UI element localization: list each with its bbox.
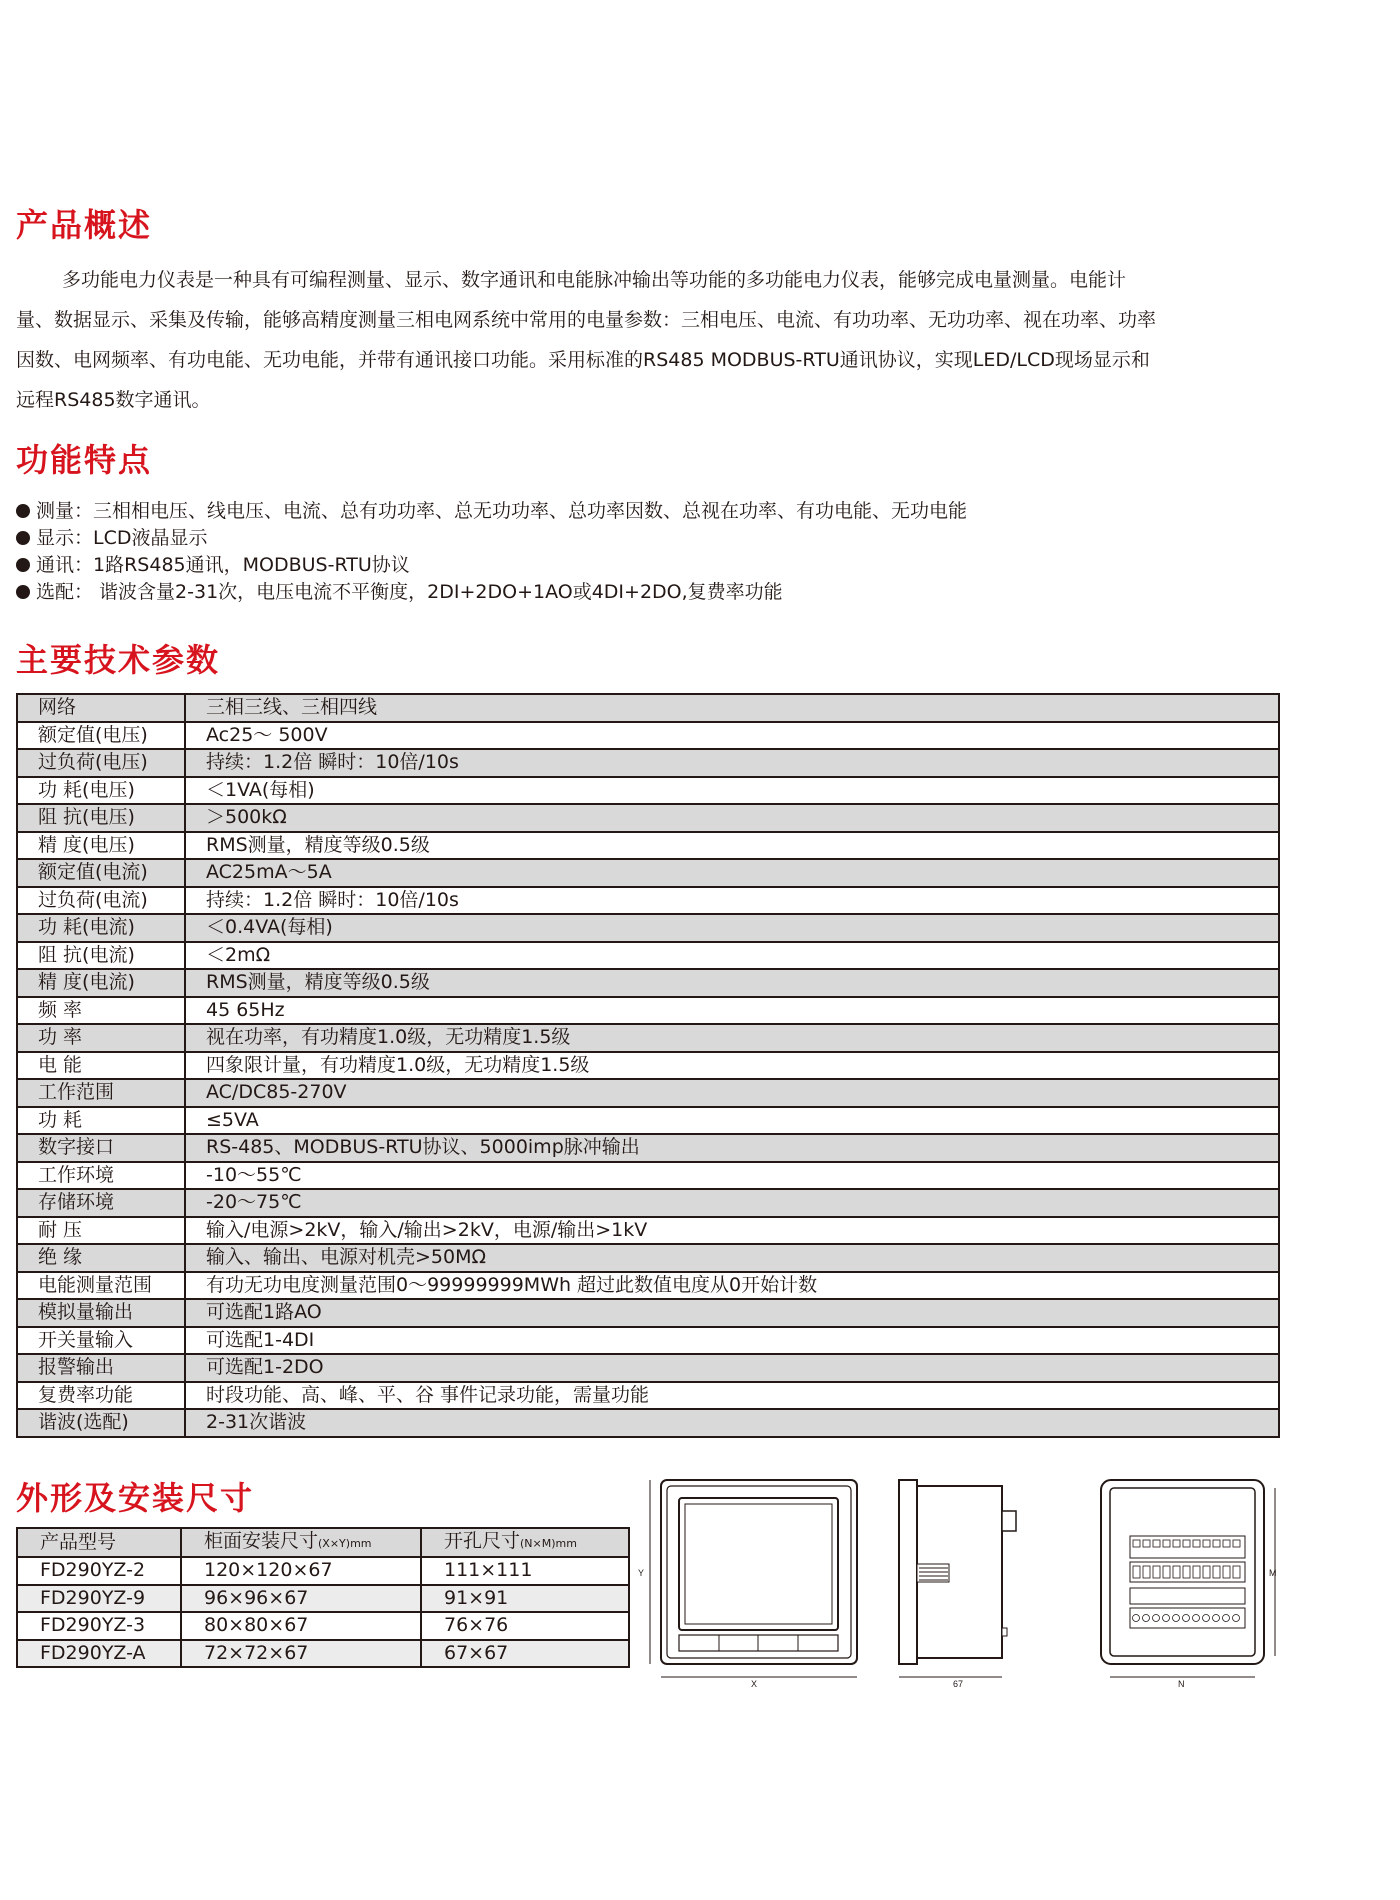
list-item: 测量：三相相电压、线电压、电流、总有功功率、总无功功率、总功率因数、总视在功率、有功电能、无功电能 (16, 498, 967, 525)
table-header-row (17, 1528, 629, 1557)
table-row (17, 997, 1279, 1025)
back-view-diagram (1100, 1478, 1280, 1690)
table-row (17, 1327, 1279, 1355)
spec-key: 数字接口 (17, 1134, 185, 1162)
spec-value: 四象限计量，有功精度1.0级，无功精度1.5级 (185, 1052, 1279, 1080)
spec-key: 存储环境 (17, 1189, 185, 1217)
model-cell: FD290YZ-3 (17, 1612, 181, 1640)
features-list (16, 498, 967, 606)
panel-size-cell: 80×80×67 (181, 1612, 421, 1640)
spec-key: 网络 (17, 694, 185, 722)
spec-value: 可选配1-4DI (185, 1327, 1279, 1355)
table-row (17, 832, 1279, 860)
table-row (17, 914, 1279, 942)
cutout-size-cell: 76×76 (421, 1612, 629, 1640)
bullet-icon (16, 531, 30, 545)
list-item: 通讯：1路RS485通讯，MODBUS-RTU协议 (16, 552, 967, 579)
overview-line: 多功能电力仪表是一种具有可编程测量、显示、数字通讯和电能脉冲输出等功能的多功能电力仪表，能够完成电量测量。电能计 (62, 269, 1127, 291)
table-row (17, 1612, 629, 1640)
spec-key: 精 度(电压) (17, 832, 185, 860)
list-item: 选配： 谐波含量2-31次，电压电流不平衡度，2DI+2DO+1AO或4DI+2DO,复费率功能 (16, 579, 967, 606)
spec-value: -10～55℃ (185, 1162, 1279, 1190)
model-cell: FD290YZ-9 (17, 1585, 181, 1613)
panel-size-cell: 72×72×67 (181, 1640, 421, 1668)
spec-key: 电 能 (17, 1052, 185, 1080)
bullet-icon (16, 558, 30, 572)
table-row (17, 887, 1279, 915)
spec-key: 功 耗 (17, 1107, 185, 1135)
table-row (17, 1585, 629, 1613)
spec-key: 功 耗(电压) (17, 777, 185, 805)
spec-key: 电能测量范围 (17, 1272, 185, 1300)
spec-key: 额定值(电流) (17, 859, 185, 887)
table-row (17, 1299, 1279, 1327)
spec-value: 输入、输出、电源对机壳>50MΩ (185, 1244, 1279, 1272)
panel-size-cell: 120×120×67 (181, 1557, 421, 1585)
table-row (17, 942, 1279, 970)
spec-key: 频 率 (17, 997, 185, 1025)
table-row (17, 1107, 1279, 1135)
table-row (17, 1272, 1279, 1300)
column-header-panel: 柜面安装尺寸(X×Y)mm (181, 1528, 421, 1557)
table-row (17, 804, 1279, 832)
table-row (17, 969, 1279, 997)
spec-key: 耐 压 (17, 1217, 185, 1245)
spec-key: 阻 抗(电压) (17, 804, 185, 832)
table-row (17, 749, 1279, 777)
table-row (17, 1024, 1279, 1052)
spec-key: 开关量输入 (17, 1327, 185, 1355)
back-width-label: N (1178, 1679, 1185, 1689)
bullet-icon (16, 504, 30, 518)
cutout-size-cell: 111×111 (421, 1557, 629, 1585)
spec-value: 持续：1.2倍 瞬时：10倍/10s (185, 749, 1279, 777)
table-row (17, 1244, 1279, 1272)
table-row (17, 1382, 1279, 1410)
spec-value: 输入/电源>2kV，输入/输出>2kV，电源/输出>1kV (185, 1217, 1279, 1245)
overview-line: 因数、电网频率、有功电能、无功电能，并带有通讯接口功能。采用标准的RS485 MODBUS-RTU通讯协议，实现LED/LCD现场显示和 (16, 349, 1150, 371)
table-row (17, 722, 1279, 750)
spec-value: 时段功能、高、峰、平、谷 事件记录功能，需量功能 (185, 1382, 1279, 1410)
spec-value: RMS测量，精度等级0.5级 (185, 832, 1279, 860)
spec-value: ＜0.4VA(每相) (185, 914, 1279, 942)
spec-key: 模拟量输出 (17, 1299, 185, 1327)
cutout-size-cell: 91×91 (421, 1585, 629, 1613)
table-row (17, 1052, 1279, 1080)
table-row (17, 1134, 1279, 1162)
spec-value: ＞500kΩ (185, 804, 1279, 832)
spec-value: Ac25～ 500V (185, 722, 1279, 750)
side-view-diagram (898, 1478, 1058, 1690)
spec-key: 过负荷(电压) (17, 749, 185, 777)
spec-key: 阻 抗(电流) (17, 942, 185, 970)
spec-value: 持续：1.2倍 瞬时：10倍/10s (185, 887, 1279, 915)
spec-value: ＜1VA(每相) (185, 777, 1279, 805)
spec-value: RS-485、MODBUS-RTU协议、5000imp脉冲输出 (185, 1134, 1279, 1162)
spec-key: 过负荷(电流) (17, 887, 185, 915)
spec-value: 三相三线、三相四线 (185, 694, 1279, 722)
spec-key: 精 度(电流) (17, 969, 185, 997)
table-row (17, 694, 1279, 722)
spec-value: 45 65Hz (185, 997, 1279, 1025)
spec-value: 视在功率，有功精度1.0级，无功精度1.5级 (185, 1024, 1279, 1052)
bullet-icon (16, 585, 30, 599)
spec-key: 报警输出 (17, 1354, 185, 1382)
spec-key: 谐波(选配) (17, 1409, 185, 1437)
table-row (17, 777, 1279, 805)
dimensions-title: 外形及安装尺寸 (16, 1479, 255, 1517)
overview-paragraph (16, 260, 1276, 420)
spec-key: 绝 缘 (17, 1244, 185, 1272)
spec-key: 工作范围 (17, 1079, 185, 1107)
column-header-cutout: 开孔尺寸(N×M)mm (421, 1528, 629, 1557)
table-row (17, 1217, 1279, 1245)
table-row (17, 859, 1279, 887)
cutout-size-cell: 67×67 (421, 1640, 629, 1668)
spec-value: ≤5VA (185, 1107, 1279, 1135)
spec-value: 有功无功电度测量范围0～99999999MWh 超过此数值电度从0开始计数 (185, 1272, 1279, 1300)
specs-title: 主要技术参数 (16, 641, 221, 679)
spec-value: 2-31次谐波 (185, 1409, 1279, 1437)
features-title: 功能特点 (16, 441, 153, 479)
table-row (17, 1409, 1279, 1437)
spec-value: AC/DC85-270V (185, 1079, 1279, 1107)
overview-line: 量、数据显示、采集及传输，能够高精度测量三相电网系统中常用的电量参数：三相电压、电流、有功功率、无功功率、视在功率、功率 (16, 309, 1157, 331)
spec-key: 复费率功能 (17, 1382, 185, 1410)
spec-key: 工作环境 (17, 1162, 185, 1190)
table-row (17, 1557, 629, 1585)
spec-value: ＜2mΩ (185, 942, 1279, 970)
table-row (17, 1079, 1279, 1107)
spec-key: 额定值(电压) (17, 722, 185, 750)
table-row (17, 1189, 1279, 1217)
spec-value: 可选配1路AO (185, 1299, 1279, 1327)
spec-value: 可选配1-2DO (185, 1354, 1279, 1382)
column-header-model: 产品型号 (17, 1528, 181, 1557)
model-cell: FD290YZ-A (17, 1640, 181, 1668)
table-row (17, 1354, 1279, 1382)
table-row (17, 1162, 1279, 1190)
spec-key: 功 耗(电流) (17, 914, 185, 942)
front-view-diagram (638, 1478, 870, 1690)
overview-title: 产品概述 (16, 206, 153, 244)
table-row (17, 1640, 629, 1668)
spec-key: 功 率 (17, 1024, 185, 1052)
spec-value: RMS测量，精度等级0.5级 (185, 969, 1279, 997)
list-item: 显示：LCD液晶显示 (16, 525, 967, 552)
back-height-label: M (1269, 1568, 1277, 1578)
side-depth-label: 67 (953, 1679, 964, 1689)
front-height-label: Y (638, 1568, 645, 1578)
specs-table (16, 693, 1280, 1438)
front-width-label: X (751, 1679, 758, 1689)
spec-value: -20～75℃ (185, 1189, 1279, 1217)
models-table (16, 1527, 630, 1668)
overview-line: 远程RS485数字通讯。 (16, 389, 211, 411)
model-cell: FD290YZ-2 (17, 1557, 181, 1585)
spec-value: AC25mA～5A (185, 859, 1279, 887)
panel-size-cell: 96×96×67 (181, 1585, 421, 1613)
